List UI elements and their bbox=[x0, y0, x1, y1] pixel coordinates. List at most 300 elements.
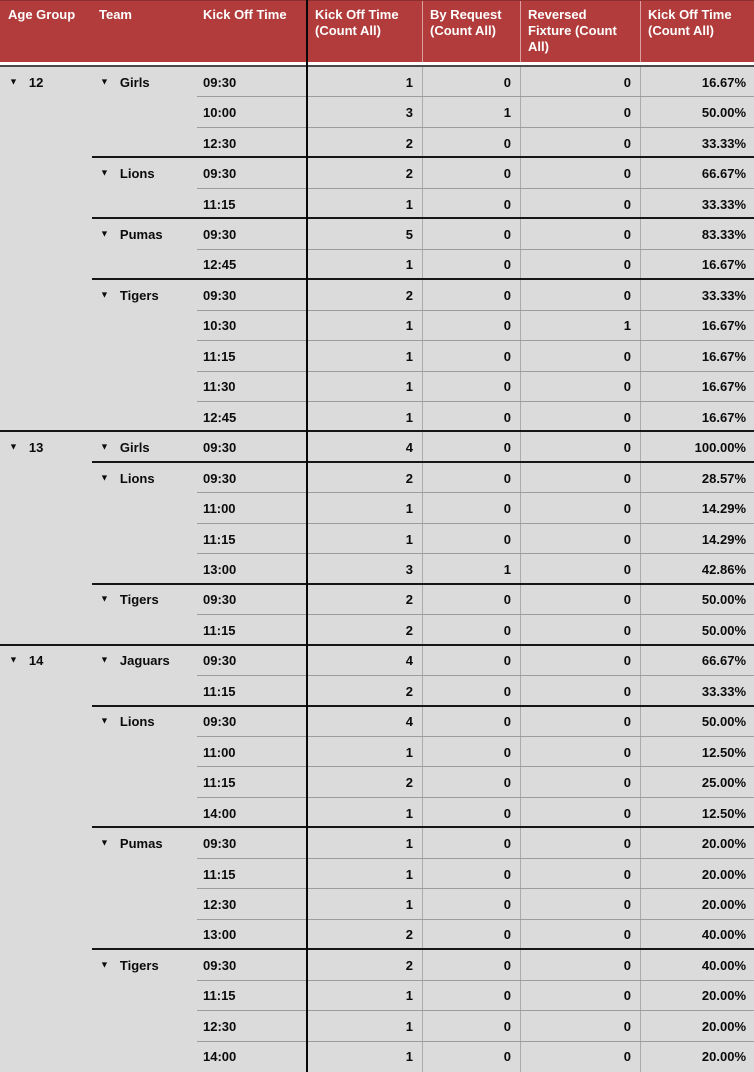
team-cell[interactable] bbox=[92, 524, 197, 554]
reversed-fixture-count-cell[interactable]: 0 bbox=[520, 798, 640, 828]
reversed-fixture-count-cell[interactable]: 0 bbox=[520, 158, 640, 188]
reversed-fixture-count-cell[interactable]: 0 bbox=[520, 920, 640, 950]
header-cell-kick-off-time[interactable]: Kick Off Time bbox=[203, 7, 287, 22]
kick-off-count-cell[interactable]: 2 bbox=[405, 592, 413, 608]
team-cell[interactable] bbox=[92, 372, 197, 402]
kick-off-pct-cell[interactable]: 66.67% bbox=[640, 158, 754, 188]
kick-off-time-cell[interactable]: 13:00 bbox=[203, 927, 237, 943]
team-cell-label: Pumas bbox=[119, 226, 163, 242]
kick-off-count-cell[interactable]: 1 bbox=[405, 1049, 413, 1065]
kick-off-count-cell[interactable]: 1 bbox=[405, 988, 413, 1004]
age-group-cell[interactable] bbox=[0, 981, 92, 1011]
collapse-team-icon[interactable]: ▼ bbox=[100, 715, 109, 726]
team-cell[interactable] bbox=[92, 828, 197, 858]
age-group-cell[interactable] bbox=[0, 341, 92, 371]
table-row bbox=[0, 554, 754, 584]
table-row bbox=[0, 585, 754, 615]
kick-off-count-cell[interactable]: 2 bbox=[405, 775, 413, 791]
age-group-cell[interactable] bbox=[0, 950, 92, 980]
collapse-age-icon[interactable]: ▼ bbox=[9, 654, 18, 665]
kick-off-pct-cell[interactable]: 40.00% bbox=[640, 950, 754, 980]
kick-off-pct-cell[interactable]: 20.00% bbox=[640, 981, 754, 1011]
kick-off-pct-cell[interactable]: 16.67% bbox=[640, 341, 754, 371]
kick-off-time-cell[interactable]: 11:15 bbox=[203, 622, 236, 638]
kick-off-pct-cell[interactable]: 16.67% bbox=[640, 250, 754, 280]
kick-off-count-cell[interactable]: 2 bbox=[405, 470, 413, 486]
kick-off-pct-cell[interactable]: 28.57% bbox=[640, 463, 754, 493]
reversed-fixture-count-cell[interactable]: 0 bbox=[520, 554, 640, 584]
kick-off-count-cell[interactable]: 2 bbox=[405, 622, 413, 638]
age-group-cell[interactable] bbox=[0, 707, 92, 737]
kick-off-count-cell[interactable]: 1 bbox=[405, 257, 413, 273]
header-cell-kick-off-time-pct[interactable]: Kick Off Time (Count All) bbox=[640, 1, 754, 62]
row-separator-time bbox=[197, 1041, 754, 1042]
kick-off-time-cell[interactable]: 11:15 bbox=[203, 348, 236, 364]
kick-off-pct-cell[interactable]: 14.29% bbox=[640, 493, 754, 523]
table-row bbox=[0, 524, 754, 554]
collapse-team-icon[interactable]: ▼ bbox=[100, 167, 109, 178]
collapse-team-icon[interactable]: ▼ bbox=[100, 593, 109, 604]
kick-off-count-cell[interactable]: 2 bbox=[405, 957, 413, 973]
header-cell-age-group[interactable]: Age Group bbox=[8, 7, 76, 22]
by-request-count-cell[interactable]: 1 bbox=[422, 97, 520, 127]
reversed-fixture-count-cell[interactable]: 0 bbox=[520, 1011, 640, 1041]
reversed-fixture-count-cell[interactable]: 0 bbox=[520, 493, 640, 523]
by-request-count-cell[interactable]: 0 bbox=[422, 493, 520, 523]
by-request-count-cell[interactable]: 0 bbox=[422, 920, 520, 950]
kick-off-count-cell[interactable]: 1 bbox=[405, 409, 413, 425]
table-row bbox=[0, 676, 754, 706]
team-cell[interactable] bbox=[92, 889, 197, 919]
table-row bbox=[0, 128, 754, 158]
collapse-team-icon[interactable]: ▼ bbox=[100, 441, 109, 452]
team-cell[interactable] bbox=[92, 463, 197, 493]
by-request-count-cell[interactable]: 0 bbox=[422, 798, 520, 828]
kick-off-time-cell[interactable]: 11:15 bbox=[203, 196, 236, 212]
kick-off-pct-cell[interactable]: 33.33% bbox=[640, 280, 754, 310]
kick-off-pct-cell[interactable]: 33.33% bbox=[640, 128, 754, 158]
team-cell[interactable] bbox=[92, 767, 197, 797]
by-request-count-cell[interactable]: 0 bbox=[422, 219, 520, 249]
kick-off-time-cell[interactable]: 09:30 bbox=[203, 287, 237, 303]
age-group-cell[interactable] bbox=[0, 311, 92, 341]
kick-off-time-cell[interactable]: 11:00 bbox=[203, 744, 236, 760]
reversed-fixture-count-cell[interactable]: 0 bbox=[520, 219, 640, 249]
table-row bbox=[0, 493, 754, 523]
kick-off-pct-cell[interactable]: 20.00% bbox=[640, 1011, 754, 1041]
team-cell[interactable] bbox=[92, 219, 197, 249]
kick-off-time-cell[interactable]: 11:15 bbox=[203, 531, 236, 547]
table-row bbox=[0, 737, 754, 767]
by-request-count-cell[interactable]: 0 bbox=[422, 981, 520, 1011]
by-request-count-cell[interactable]: 0 bbox=[422, 432, 520, 462]
kick-off-count-cell[interactable]: 2 bbox=[405, 287, 413, 303]
team-cell[interactable] bbox=[92, 250, 197, 280]
kick-off-pct-cell[interactable]: 16.67% bbox=[640, 311, 754, 341]
kick-off-pct-cell[interactable]: 100.00% bbox=[640, 432, 754, 462]
age-group-cell-label: 14 bbox=[28, 653, 44, 669]
team-cell[interactable] bbox=[92, 737, 197, 767]
team-cell[interactable] bbox=[92, 981, 197, 1011]
kick-off-count-cell[interactable]: 3 bbox=[405, 561, 413, 577]
age-group-cell[interactable] bbox=[0, 554, 92, 584]
row-separator-time bbox=[197, 249, 754, 250]
team-cell[interactable] bbox=[92, 402, 197, 432]
row-separator-team bbox=[92, 217, 754, 219]
kick-off-time-cell[interactable]: 12:30 bbox=[203, 896, 237, 912]
by-request-count-cell[interactable]: 0 bbox=[422, 341, 520, 371]
reversed-fixture-count-cell[interactable]: 0 bbox=[520, 828, 640, 858]
team-cell[interactable] bbox=[92, 1011, 197, 1041]
kick-off-pct-cell[interactable]: 42.86% bbox=[640, 554, 754, 584]
reversed-fixture-count-cell[interactable]: 0 bbox=[520, 889, 640, 919]
reversed-fixture-count-cell[interactable]: 0 bbox=[520, 676, 640, 706]
age-group-cell[interactable] bbox=[0, 372, 92, 402]
kick-off-pct-cell[interactable]: 12.50% bbox=[640, 737, 754, 767]
by-request-count-cell[interactable]: 0 bbox=[422, 250, 520, 280]
kick-off-time-cell[interactable]: 11:15 bbox=[203, 683, 236, 699]
kick-off-pct-cell[interactable]: 50.00% bbox=[640, 615, 754, 645]
kick-off-pct-cell[interactable]: 16.67% bbox=[640, 372, 754, 402]
kick-off-pct-cell[interactable]: 33.33% bbox=[640, 189, 754, 219]
team-cell-label: Girls bbox=[119, 440, 150, 456]
kick-off-pct-cell[interactable]: 50.00% bbox=[640, 707, 754, 737]
row-separator-time bbox=[197, 858, 754, 859]
row-separator-time bbox=[197, 888, 754, 889]
by-request-count-cell[interactable]: 0 bbox=[422, 737, 520, 767]
reversed-fixture-count-cell[interactable]: 1 bbox=[520, 311, 640, 341]
age-group-cell[interactable] bbox=[0, 920, 92, 950]
kick-off-pct-cell[interactable]: 20.00% bbox=[640, 828, 754, 858]
age-group-cell[interactable] bbox=[0, 859, 92, 889]
kick-off-time-cell[interactable]: 12:30 bbox=[203, 135, 237, 151]
table-row bbox=[0, 707, 754, 737]
age-group-cell[interactable] bbox=[0, 1011, 92, 1041]
team-cell[interactable] bbox=[92, 67, 197, 97]
kick-off-time-cell[interactable]: 11:15 bbox=[203, 866, 236, 882]
kick-off-pct-cell[interactable]: 12.50% bbox=[640, 798, 754, 828]
table-row bbox=[0, 646, 754, 676]
by-request-count-cell[interactable]: 0 bbox=[422, 707, 520, 737]
by-request-count-cell[interactable]: 0 bbox=[422, 1011, 520, 1041]
reversed-fixture-count-cell[interactable]: 0 bbox=[520, 737, 640, 767]
reversed-fixture-count-cell[interactable]: 0 bbox=[520, 432, 640, 462]
kick-off-count-cell[interactable]: 1 bbox=[405, 744, 413, 760]
by-request-count-cell[interactable]: 0 bbox=[422, 646, 520, 676]
team-cell[interactable] bbox=[92, 676, 197, 706]
by-request-count-cell[interactable]: 0 bbox=[422, 950, 520, 980]
reversed-fixture-count-cell[interactable]: 0 bbox=[520, 372, 640, 402]
reversed-fixture-count-cell[interactable]: 0 bbox=[520, 280, 640, 310]
kick-off-pct-cell[interactable]: 20.00% bbox=[640, 1042, 754, 1072]
table-row bbox=[0, 402, 754, 432]
header-cell-team[interactable]: Team bbox=[99, 7, 132, 22]
kick-off-count-cell[interactable]: 1 bbox=[405, 379, 413, 395]
age-group-cell[interactable] bbox=[0, 828, 92, 858]
by-request-count-cell[interactable]: 0 bbox=[422, 1042, 520, 1072]
row-separator-team bbox=[92, 156, 754, 158]
kick-off-pct-cell[interactable]: 20.00% bbox=[640, 859, 754, 889]
age-group-cell[interactable] bbox=[0, 463, 92, 493]
collapse-team-icon[interactable]: ▼ bbox=[100, 289, 109, 300]
team-cell[interactable] bbox=[92, 950, 197, 980]
team-cell-label: Tigers bbox=[119, 592, 159, 608]
kick-off-time-cell[interactable]: 13:00 bbox=[203, 561, 237, 577]
age-group-cell[interactable] bbox=[0, 128, 92, 158]
age-group-cell[interactable] bbox=[0, 615, 92, 645]
team-cell[interactable] bbox=[92, 311, 197, 341]
kick-off-time-cell[interactable]: 14:00 bbox=[203, 1049, 237, 1065]
kick-off-count-cell[interactable]: 1 bbox=[405, 348, 413, 364]
kick-off-time-cell[interactable]: 12:30 bbox=[203, 1018, 237, 1034]
kick-off-count-cell[interactable]: 1 bbox=[405, 318, 413, 334]
reversed-fixture-count-cell[interactable]: 0 bbox=[520, 341, 640, 371]
reversed-fixture-count-cell[interactable]: 0 bbox=[520, 524, 640, 554]
table-row bbox=[0, 280, 754, 310]
kick-off-time-cell[interactable]: 09:30 bbox=[203, 957, 237, 973]
kick-off-time-cell[interactable]: 09:30 bbox=[203, 836, 237, 852]
by-request-count-cell[interactable]: 0 bbox=[422, 372, 520, 402]
team-cell[interactable] bbox=[92, 859, 197, 889]
by-request-count-cell[interactable]: 0 bbox=[422, 524, 520, 554]
team-cell-label: Jaguars bbox=[119, 653, 170, 669]
reversed-fixture-count-cell[interactable]: 0 bbox=[520, 767, 640, 797]
row-separator-time bbox=[197, 523, 754, 524]
table-row bbox=[0, 798, 754, 828]
kick-off-time-cell[interactable]: 11:00 bbox=[203, 501, 236, 517]
team-cell[interactable] bbox=[92, 341, 197, 371]
collapse-team-icon[interactable]: ▼ bbox=[100, 472, 109, 483]
team-cell[interactable] bbox=[92, 615, 197, 645]
team-cell[interactable] bbox=[92, 432, 197, 462]
team-cell-label: Lions bbox=[119, 470, 155, 486]
row-separator-team bbox=[92, 826, 754, 828]
kick-off-time-cell[interactable]: 09:30 bbox=[203, 166, 237, 182]
kick-off-count-cell[interactable]: 1 bbox=[405, 836, 413, 852]
row-separator-time bbox=[197, 188, 754, 189]
reversed-fixture-count-cell[interactable]: 0 bbox=[520, 67, 640, 97]
age-group-cell[interactable] bbox=[0, 1042, 92, 1072]
team-cell[interactable] bbox=[92, 554, 197, 584]
reversed-fixture-count-cell[interactable]: 0 bbox=[520, 463, 640, 493]
row-separator-time bbox=[197, 310, 754, 311]
team-cell[interactable] bbox=[92, 646, 197, 676]
by-request-count-cell[interactable]: 0 bbox=[422, 676, 520, 706]
table-row bbox=[0, 219, 754, 249]
age-group-cell[interactable] bbox=[0, 158, 92, 188]
kick-off-count-cell[interactable]: 1 bbox=[405, 1018, 413, 1034]
by-request-count-cell[interactable]: 0 bbox=[422, 615, 520, 645]
kick-off-pct-cell[interactable]: 66.67% bbox=[640, 646, 754, 676]
kick-off-time-cell[interactable]: 11:15 bbox=[203, 988, 236, 1004]
by-request-count-cell[interactable]: 0 bbox=[422, 463, 520, 493]
by-request-count-cell[interactable]: 0 bbox=[422, 128, 520, 158]
team-cell[interactable] bbox=[92, 920, 197, 950]
team-cell[interactable] bbox=[92, 280, 197, 310]
kick-off-time-cell[interactable]: 10:00 bbox=[203, 105, 237, 121]
row-separator-time bbox=[197, 1010, 754, 1011]
collapse-team-icon[interactable]: ▼ bbox=[100, 76, 109, 87]
by-request-count-cell[interactable]: 0 bbox=[422, 767, 520, 797]
kick-off-time-cell[interactable]: 12:45 bbox=[203, 409, 237, 425]
team-cell[interactable] bbox=[92, 158, 197, 188]
age-group-cell[interactable] bbox=[0, 250, 92, 280]
kick-off-time-cell[interactable]: 09:30 bbox=[203, 74, 237, 90]
reversed-fixture-count-cell[interactable]: 0 bbox=[520, 981, 640, 1011]
reversed-fixture-count-cell[interactable]: 0 bbox=[520, 859, 640, 889]
reversed-fixture-count-cell[interactable]: 0 bbox=[520, 97, 640, 127]
kick-off-count-cell[interactable]: 2 bbox=[405, 683, 413, 699]
table-row bbox=[0, 189, 754, 219]
team-cell[interactable] bbox=[92, 128, 197, 158]
age-group-cell[interactable] bbox=[0, 219, 92, 249]
by-request-count-cell[interactable]: 0 bbox=[422, 859, 520, 889]
by-request-count-cell[interactable]: 0 bbox=[422, 189, 520, 219]
team-cell[interactable] bbox=[92, 798, 197, 828]
kick-off-count-cell[interactable]: 1 bbox=[405, 866, 413, 882]
table-row bbox=[0, 950, 754, 980]
by-request-count-cell[interactable]: 0 bbox=[422, 889, 520, 919]
table-row bbox=[0, 250, 754, 280]
row-separator-time bbox=[197, 919, 754, 920]
header-cell-by-request-count[interactable]: By Request (Count All) bbox=[422, 1, 520, 62]
kick-off-pct-cell[interactable]: 16.67% bbox=[640, 67, 754, 97]
collapse-team-icon[interactable]: ▼ bbox=[100, 837, 109, 848]
kick-off-time-cell[interactable]: 14:00 bbox=[203, 805, 237, 821]
age-group-cell[interactable] bbox=[0, 798, 92, 828]
kick-off-count-cell[interactable]: 1 bbox=[405, 896, 413, 912]
collapse-team-icon[interactable]: ▼ bbox=[100, 959, 109, 970]
kick-off-count-cell[interactable]: 1 bbox=[405, 531, 413, 547]
by-request-count-cell[interactable]: 0 bbox=[422, 585, 520, 615]
age-group-cell[interactable] bbox=[0, 737, 92, 767]
kick-off-time-cell[interactable]: 12:45 bbox=[203, 257, 237, 273]
age-group-cell[interactable] bbox=[0, 189, 92, 219]
kick-off-count-cell[interactable]: 4 bbox=[405, 653, 413, 669]
reversed-fixture-count-cell[interactable]: 0 bbox=[520, 646, 640, 676]
kick-off-time-cell[interactable]: 09:30 bbox=[203, 226, 237, 242]
kick-off-pct-cell[interactable]: 25.00% bbox=[640, 767, 754, 797]
kick-off-pct-cell[interactable]: 20.00% bbox=[640, 889, 754, 919]
kick-off-count-cell[interactable]: 2 bbox=[405, 927, 413, 943]
age-group-cell[interactable] bbox=[0, 280, 92, 310]
reversed-fixture-count-cell[interactable]: 0 bbox=[520, 250, 640, 280]
by-request-count-cell[interactable]: 0 bbox=[422, 402, 520, 432]
kick-off-count-cell[interactable]: 2 bbox=[405, 166, 413, 182]
kick-off-count-cell[interactable]: 1 bbox=[405, 74, 413, 90]
table-row bbox=[0, 372, 754, 402]
age-group-cell[interactable] bbox=[0, 646, 92, 676]
kick-off-pct-cell[interactable]: 83.33% bbox=[640, 219, 754, 249]
header-cell-kick-off-time-count[interactable]: Kick Off Time (Count All) bbox=[315, 7, 399, 38]
row-separator-time bbox=[197, 340, 754, 341]
table-row bbox=[0, 341, 754, 371]
collapse-age-icon[interactable]: ▼ bbox=[9, 441, 18, 452]
kick-off-count-cell[interactable]: 3 bbox=[405, 105, 413, 121]
team-cell-label: Lions bbox=[119, 714, 155, 730]
row-separator-time bbox=[197, 675, 754, 676]
kick-off-pct-cell[interactable]: 50.00% bbox=[640, 585, 754, 615]
reversed-fixture-count-cell[interactable]: 0 bbox=[520, 707, 640, 737]
age-group-cell[interactable] bbox=[0, 524, 92, 554]
age-group-cell[interactable] bbox=[0, 432, 92, 462]
table-row bbox=[0, 767, 754, 797]
kick-off-time-cell[interactable]: 09:30 bbox=[203, 440, 237, 456]
collapse-team-icon[interactable]: ▼ bbox=[100, 228, 109, 239]
collapse-age-icon[interactable]: ▼ bbox=[9, 76, 18, 87]
team-cell[interactable] bbox=[92, 189, 197, 219]
kick-off-count-cell[interactable]: 5 bbox=[405, 226, 413, 242]
kick-off-pct-cell[interactable]: 40.00% bbox=[640, 920, 754, 950]
kick-off-count-cell[interactable]: 1 bbox=[405, 196, 413, 212]
by-request-count-cell[interactable]: 0 bbox=[422, 828, 520, 858]
by-request-count-cell[interactable]: 0 bbox=[422, 280, 520, 310]
table-row bbox=[0, 311, 754, 341]
by-request-count-cell[interactable]: 0 bbox=[422, 158, 520, 188]
age-group-cell[interactable] bbox=[0, 493, 92, 523]
row-separator-age bbox=[0, 644, 754, 646]
reversed-fixture-count-cell[interactable]: 0 bbox=[520, 402, 640, 432]
kick-off-time-cell[interactable]: 09:30 bbox=[203, 592, 237, 608]
age-group-cell[interactable] bbox=[0, 889, 92, 919]
collapse-team-icon[interactable]: ▼ bbox=[100, 654, 109, 665]
reversed-fixture-count-cell[interactable]: 0 bbox=[520, 1042, 640, 1072]
kick-off-time-cell[interactable]: 09:30 bbox=[203, 470, 237, 486]
kick-off-time-cell[interactable]: 11:15 bbox=[203, 775, 236, 791]
by-request-count-cell[interactable]: 1 bbox=[422, 554, 520, 584]
table-row bbox=[0, 97, 754, 127]
age-group-cell[interactable] bbox=[0, 67, 92, 97]
reversed-fixture-count-cell[interactable]: 0 bbox=[520, 615, 640, 645]
kick-off-time-cell[interactable]: 09:30 bbox=[203, 653, 237, 669]
row-separator-age bbox=[0, 430, 754, 432]
age-group-cell[interactable] bbox=[0, 402, 92, 432]
kick-off-time-cell[interactable]: 11:30 bbox=[203, 379, 236, 395]
header-cell-reversed-fixture-count[interactable]: Reversed Fixture (Count All) bbox=[520, 1, 640, 62]
kick-off-time-cell[interactable]: 10:30 bbox=[203, 318, 237, 334]
kick-off-count-cell[interactable]: 1 bbox=[405, 501, 413, 517]
by-request-count-cell[interactable]: 0 bbox=[422, 67, 520, 97]
reversed-fixture-count-cell[interactable]: 0 bbox=[520, 950, 640, 980]
row-separator-time bbox=[197, 614, 754, 615]
row-separator-time bbox=[197, 127, 754, 128]
kick-off-count-cell[interactable]: 4 bbox=[405, 440, 413, 456]
kick-off-pct-cell[interactable]: 33.33% bbox=[640, 676, 754, 706]
kick-off-pct-cell[interactable]: 16.67% bbox=[640, 402, 754, 432]
by-request-count-cell[interactable]: 0 bbox=[422, 311, 520, 341]
kick-off-time-cell[interactable]: 09:30 bbox=[203, 714, 237, 730]
age-group-cell[interactable] bbox=[0, 97, 92, 127]
team-cell-label: Tigers bbox=[119, 287, 159, 303]
reversed-fixture-count-cell[interactable]: 0 bbox=[520, 585, 640, 615]
age-group-cell[interactable] bbox=[0, 676, 92, 706]
kick-off-count-cell[interactable]: 2 bbox=[405, 135, 413, 151]
team-cell[interactable] bbox=[92, 493, 197, 523]
age-group-cell[interactable] bbox=[0, 767, 92, 797]
age-group-cell[interactable] bbox=[0, 585, 92, 615]
row-separator-team bbox=[92, 705, 754, 707]
reversed-fixture-count-cell[interactable]: 0 bbox=[520, 128, 640, 158]
kick-off-pct-cell[interactable]: 50.00% bbox=[640, 97, 754, 127]
kick-off-count-cell[interactable]: 4 bbox=[405, 714, 413, 730]
team-cell[interactable] bbox=[92, 97, 197, 127]
kick-off-count-cell[interactable]: 1 bbox=[405, 805, 413, 821]
reversed-fixture-count-cell[interactable]: 0 bbox=[520, 189, 640, 219]
team-cell[interactable] bbox=[92, 707, 197, 737]
team-cell[interactable] bbox=[92, 585, 197, 615]
team-cell[interactable] bbox=[92, 1042, 197, 1072]
kick-off-pct-cell[interactable]: 14.29% bbox=[640, 524, 754, 554]
